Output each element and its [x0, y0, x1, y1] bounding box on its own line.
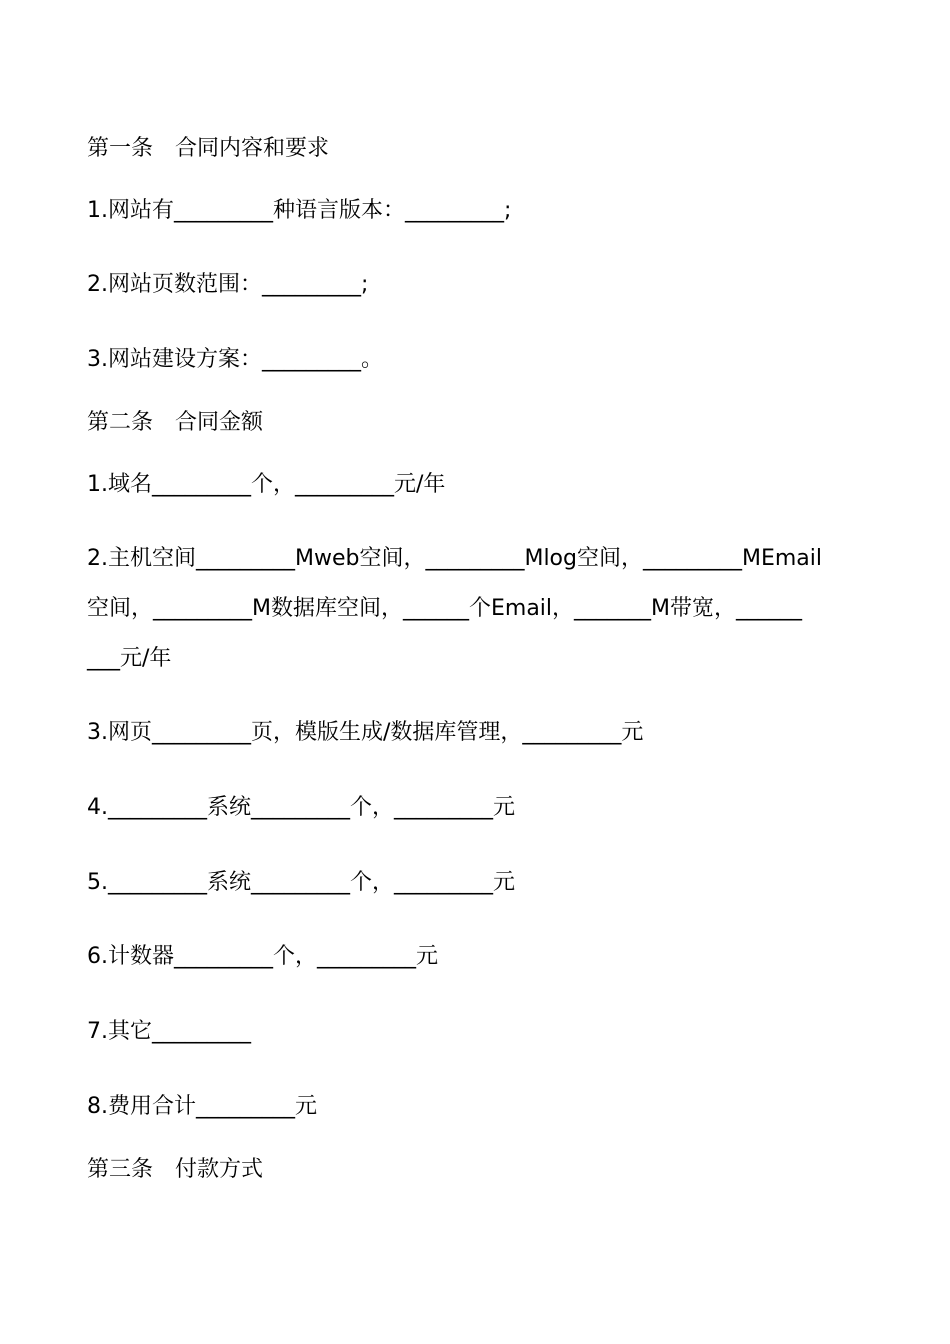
- article-2-item-6: 6.计数器_________个，_________元: [87, 944, 438, 969]
- article-2-item-2-line-2: 空间，_________M数据库空间，______个Email，_______M带宽，______: [87, 596, 803, 621]
- article-2-heading: 第二条 合同金额: [87, 410, 264, 435]
- article-1-item-2: 2.网站页数范围：_________;: [87, 272, 369, 297]
- article-2-item-4: 4._________系统_________个，_________元: [87, 795, 515, 820]
- article-2-item-1: 1.域名_________个，_________元/年: [87, 472, 446, 497]
- article-2-item-5: 5._________系统_________个，_________元: [87, 870, 515, 895]
- article-1-item-1: 1.网站有_________种语言版本：_________;: [87, 198, 512, 223]
- article-2-item-7: 7.其它_________: [87, 1019, 251, 1044]
- article-2-item-3: 3.网页_________页，模版生成/数据库管理，_________元: [87, 720, 644, 745]
- article-2-item-2-line-1: 2.主机空间_________Mweb空间，_________Mlog空间，_________MEmail: [87, 546, 823, 571]
- article-2-item-2-line-3: ___元/年: [87, 646, 172, 671]
- article-3-heading: 第三条 付款方式: [87, 1157, 264, 1182]
- article-1-item-3: 3.网站建设方案：_________。: [87, 347, 383, 372]
- article-1-heading: 第一条 合同内容和要求: [87, 136, 330, 161]
- article-2-item-8: 8.费用合计_________元: [87, 1094, 317, 1119]
